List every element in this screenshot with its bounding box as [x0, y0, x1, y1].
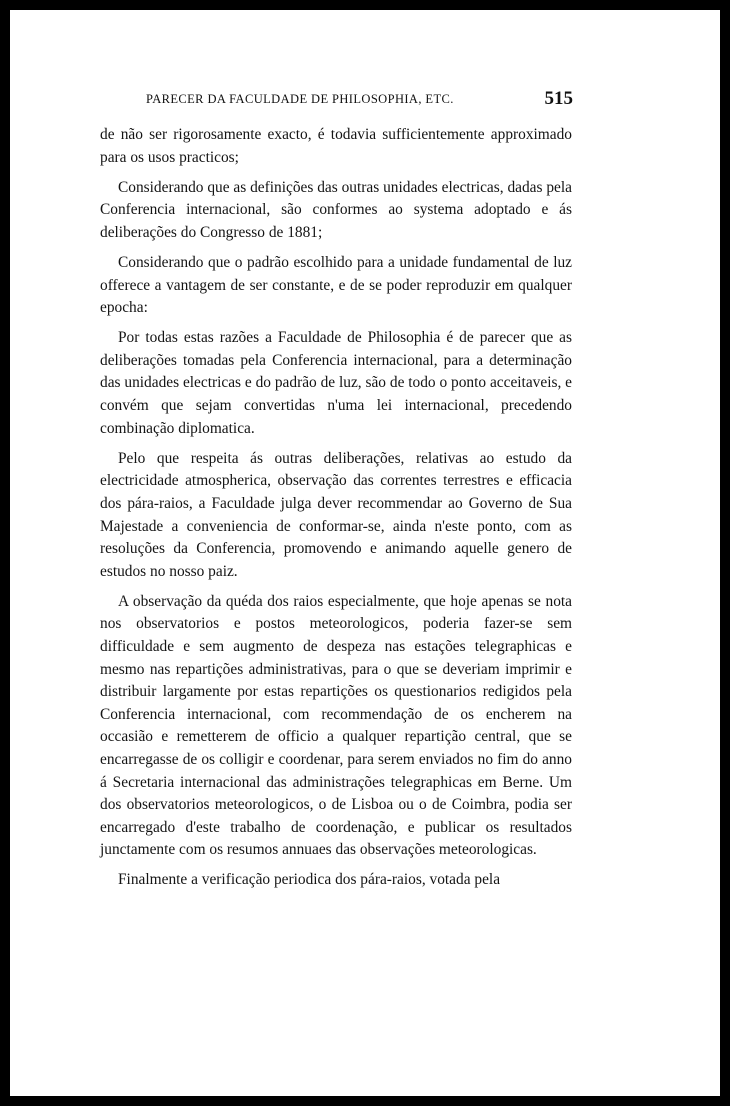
running-head: PARECER DA FACULDADE DE PHILOSOPHIA, ETC. — [146, 92, 454, 106]
page-header — [146, 88, 573, 114]
body-text — [100, 124, 572, 900]
paragraph-2: Considerando que as definições das outras unidades electricas, dadas pela Conferencia internacional, são conformes ao systema adoptado e ás deliberações do Congresso de 1881; — [100, 178, 572, 241]
paragraph-1: de não ser rigorosamente exacto, é todavia sufficientemente approximado para os usos practicos; — [100, 126, 572, 166]
paragraph-7: Finalmente a verificação periodica dos pára-raios, votada pela — [118, 871, 501, 889]
paragraph-5: Pelo que respeita ás outras deliberações, relativas ao estudo da electricidade atmospherica, observação das correntes terrestres e efficacia dos pára-raios, a Faculdade julga dever recommendar ao Governo de Sua Majestade a conveniencia de conformar-se, ainda n'este ponto, com as resoluções da Conferencia, promovendo e animando aquelle genero de estudos no nosso paiz. — [100, 449, 572, 580]
paragraph-6: A observação da quéda dos raios especialmente, que hoje apenas se nota nos observatorios e postos meteorologicos, poderia fazer-se sem difficuldade e sem augmento de despeza nas estações telegraphicas e mesmo nas repartições administrativas, para o que se deveriam imprimir e distribuir largamente por estas repartições os questionarios redigidos pela Conferencia internacional, com recommendação de os encherem na occasião e remetterem de officio a qualquer repartição central, que se encarregasse de os colligir e coordenar, para serem enviados no fim do anno á Secretaria internacional das administrações telegraphicas em Berne. Um dos observatorios meteorologicos, o de Lisboa ou o de Coimbra, podia ser encarregado d'este trabalho de coordenação, e publicar os resultados junctamente com os resumos annuaes das observações meteorologicas. — [100, 592, 572, 859]
paragraph-3: Considerando que o padrão escolhido para a unidade fundamental de luz offerece a vantagem de ser constante, e de se poder reproduzir em qualquer epocha: — [100, 253, 572, 317]
paragraph-4: Por todas estas razões a Faculdade de Philosophia é de parecer que as deliberações tomadas pela Conferencia internacional, para a determinação das unidades electricas e do padrão de luz, são de todo o ponto acceitaveis, e convém que sejam convertidas n'uma lei internacional, precedendo combinação diplomatica. — [100, 329, 572, 437]
page-number: 515 — [544, 88, 573, 109]
